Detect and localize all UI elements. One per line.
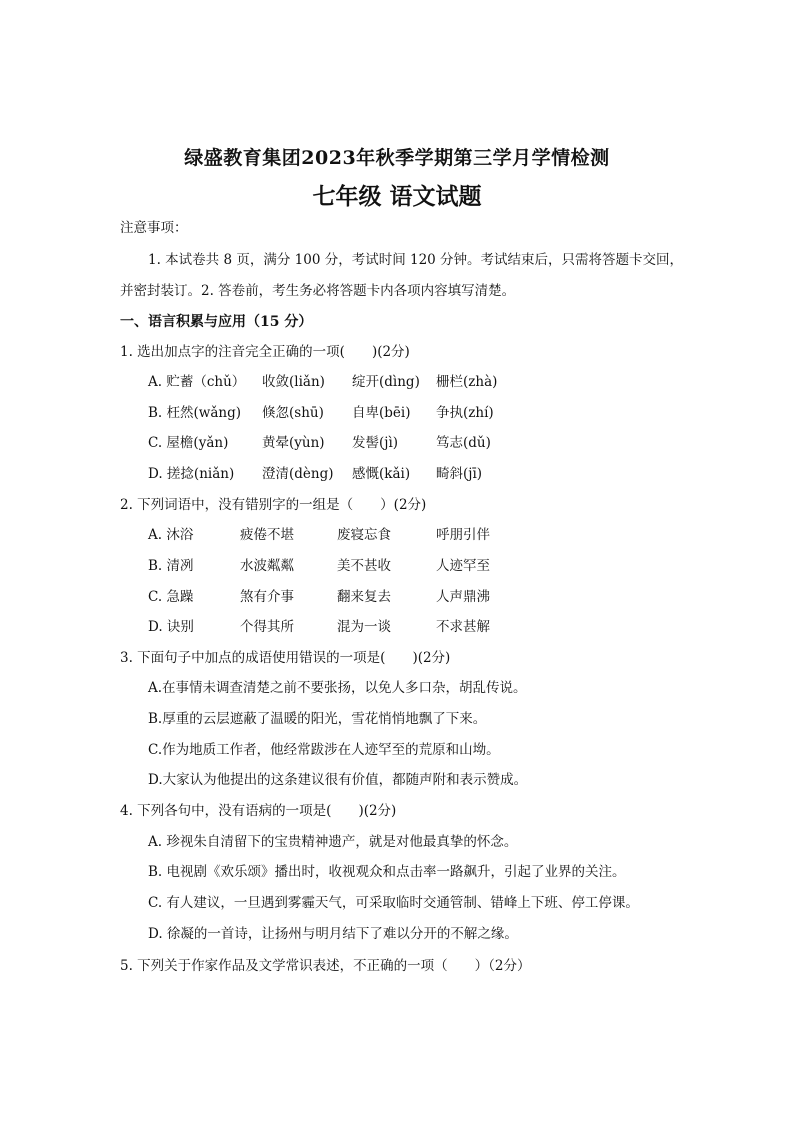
q4-option-a: A. 珍视朱自清留下的宝贵精神遗产，就是对他最真挚的怀念。 bbox=[148, 834, 518, 850]
q2-option-a-3: 废寝忘食 bbox=[337, 527, 391, 543]
q1-option-c-3: 发髻(jì) bbox=[352, 435, 399, 451]
q2-option-d-3: 混为一谈 bbox=[337, 619, 391, 635]
q1-option-c-1: C. 屋檐(yǎn) bbox=[148, 435, 229, 451]
section-heading: 一、语言积累与应用（15 分） bbox=[120, 314, 313, 330]
q1-option-b-4: 争执(zhí) bbox=[436, 405, 494, 421]
q1-option-a-3: 绽开(dìng) bbox=[352, 374, 420, 390]
exam-title: 绿盛教育集团2023年秋季学期第三学月学情检测 bbox=[184, 147, 610, 169]
q1-option-d-2: 澄清(dèng) bbox=[262, 466, 334, 482]
q2-option-b-1: B. 清冽 bbox=[148, 558, 194, 574]
q2-option-b-4: 人迹罕至 bbox=[436, 558, 490, 574]
question-2-stem: 2. 下列词语中，没有错别字的一组是（ ）(2分) bbox=[120, 497, 427, 513]
q1-option-d-1: D. 搓捻(niǎn) bbox=[148, 466, 235, 482]
q2-option-c-1: C. 急躁 bbox=[148, 589, 194, 605]
q2-option-a-2: 疲倦不堪 bbox=[240, 527, 294, 543]
q2-option-b-2: 水波粼粼 bbox=[240, 558, 294, 574]
q2-option-d-2: 个得其所 bbox=[240, 619, 294, 635]
q1-option-a-4: 栅栏(zhà) bbox=[436, 374, 498, 390]
q2-option-c-3: 翻来复去 bbox=[337, 589, 391, 605]
q1-option-a-1: A. 贮蓄（chǔ） bbox=[148, 374, 246, 390]
q3-option-b: B.厚重的云层遮蔽了温暖的阳光，雪花悄悄地飘了下来。 bbox=[148, 711, 487, 727]
q1-option-c-4: 笃志(dǔ) bbox=[436, 435, 491, 451]
q2-option-a-1: A. 沐浴 bbox=[148, 527, 194, 543]
q2-option-a-4: 呼朋引伴 bbox=[436, 527, 490, 543]
q1-option-d-3: 感慨(kǎi) bbox=[352, 466, 411, 482]
q1-option-c-2: 黄晕(yùn) bbox=[262, 435, 325, 451]
q2-option-b-3: 美不甚收 bbox=[337, 558, 391, 574]
q2-option-c-2: 煞有介事 bbox=[240, 589, 294, 605]
notes-line-2: 并密封装订。2. 答卷前，考生务必将答题卡内各项内容填写清楚。 bbox=[120, 283, 516, 299]
question-5-stem: 5. 下列关于作家作品及文学常识表述，不正确的一项（ ）（2分） bbox=[120, 958, 531, 974]
q1-option-b-2: 倏忽(shū) bbox=[262, 405, 324, 421]
question-4-stem: 4. 下列各句中，没有语病的一项是( )(2分) bbox=[120, 803, 397, 819]
q3-option-d: D.大家认为他提出的这条建议很有价值，都随声附和表示赞成。 bbox=[148, 772, 528, 788]
q1-option-a-2: 收敛(liǎn) bbox=[262, 374, 325, 390]
notes-line-1: 1. 本试卷共 8 页，满分 100 分，考试时间 120 分钟。考试结束后，只需将答题卡交回， bbox=[148, 252, 684, 268]
q1-option-d-4: 畸斜(jī) bbox=[436, 466, 483, 482]
exam-subtitle: 七年级 语文试题 bbox=[312, 183, 482, 210]
q3-option-a: A.在事情未调查清楚之前不要张扬，以免人多口杂，胡乱传说。 bbox=[148, 680, 527, 696]
notes-heading: 注意事项： bbox=[120, 220, 188, 236]
question-3-stem: 3. 下面句子中加点的成语使用错误的一项是( )(2分) bbox=[120, 650, 451, 666]
q1-option-b-3: 自卑(bēi) bbox=[352, 405, 411, 421]
q3-option-c: C.作为地质工作者，他经常跋涉在人迹罕至的荒原和山坳。 bbox=[148, 742, 500, 758]
q2-option-d-4: 不求甚解 bbox=[436, 619, 490, 635]
q2-option-c-4: 人声鼎沸 bbox=[436, 589, 490, 605]
q2-option-d-1: D. 诀别 bbox=[148, 619, 194, 635]
q4-option-b: B. 电视剧《欢乐颂》播出时，收视观众和点击率一路飙升，引起了业界的关注。 bbox=[148, 864, 626, 880]
question-1-stem: 1. 选出加点字的注音完全正确的一项( )(2分) bbox=[120, 344, 410, 360]
q1-option-b-1: B. 枉然(wǎng) bbox=[148, 405, 241, 421]
q4-option-c: C. 有人建议，一旦遇到雾霾天气，可采取临时交通管制、错峰上下班、停工停课。 bbox=[148, 895, 639, 911]
q4-option-d: D. 徐凝的一首诗，让扬州与明月结下了难以分开的不解之缘。 bbox=[148, 926, 518, 942]
